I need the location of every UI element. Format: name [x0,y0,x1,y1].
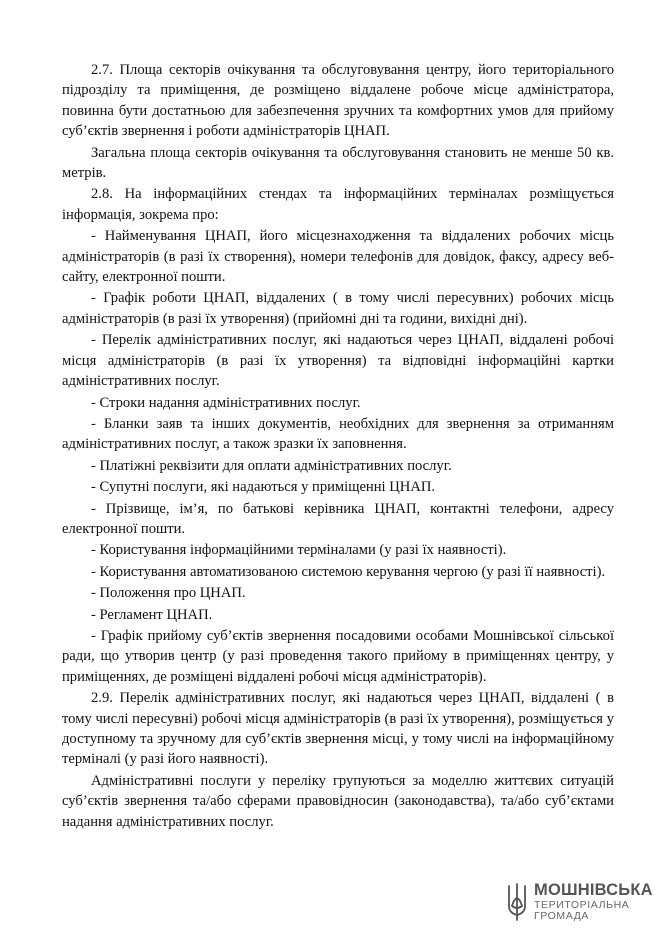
list-item-queue-system: - Користування автоматизованою системою керування чергою (у разі її наявності). [91,563,606,580]
list-item-terms: - Строки надання адміністративних послуг. [91,394,361,411]
list-item-reception: - Графік прийому суб’єктів звернення посадовими особами Мошнівської сільської ради, що утворив центр (у разі проведення такого прийому в приміщеннях центру, у приміщеннях, де розміщені віддалені робочі місця адміністраторів). [62,627,614,685]
logo-subtitle-1: ТЕРИТОРІАЛЬНА [534,898,630,911]
list-item-forms: - Бланки заяв та інших документів, необхідних для звернення за отриманням адміністративних послуг, а також зразки їх заповнення. [62,415,614,453]
paragraph-2-7: 2.7. Площа секторів очікування та обслуговування центру, його територіального підрозділу та приміщення, де розміщено віддалене робоче місце адміністратора, повинна бути достатньою для забезпечення зручних та комфортних умов для прийому суб’єктів звернення і роботи адміністраторів ЦНАП. [62,62,614,140]
document-body [62,60,614,832]
trident-icon [506,882,528,922]
list-item-name: - Найменування ЦНАП, його місцезнаходження та віддалених робочих місць адміністраторів (в разі їх створення), номери телефонів для довідок, факсу, адресу веб-сайту, електронної пошти. [62,228,614,286]
list-item-regulation: - Положення про ЦНАП. [91,585,246,602]
list-item-related-services: - Супутні послуги, які надаються у приміщенні ЦНАП. [91,479,436,496]
paragraph-grouping: Адміністративні послуги у переліку групуються за моделлю життєвих ситуацій суб’єктів звернення та/або сферами правовідносин (законодавства), та/або суб’єктами надання адміністративних послуг. [62,772,614,830]
community-logo [506,877,656,927]
list-item-head-contacts: - Прізвище, ім’я, по батькові керівника ЦНАП, контактні телефони, адресу електронної пошти. [62,500,614,537]
paragraph-2-8: 2.8. На інформаційних стендах та інформаційних терміналах розміщується інформація, зокрема про: [62,186,614,223]
list-item-terminals: - Користування інформаційними терміналами (у разі їх наявності). [91,542,507,559]
list-item-payment: - Платіжні реквізити для оплати адміністративних послуг. [91,457,452,474]
list-item-services-list: - Перелік адміністративних послуг, які надаються через ЦНАП, віддалені робочі місця адміністраторів (в разі їх утворення) та відповідні інформаційні картки адміністративних послуг. [62,332,614,390]
paragraph-2-9: 2.9. Перелік адміністративних послуг, які надаються через ЦНАП, віддалені ( в тому числі пересувні) робочі місця адміністраторів (в разі їх утворення), розміщується у доступному та зручному для суб’єктів звернення місці, у тому числі на інформаційному терміналі (у разі його наявності). [62,690,614,768]
logo-subtitle-2: ГРОМАДА [534,910,590,923]
paragraph-area: Загальна площа секторів очікування та обслуговування становить не менше 50 кв. метрів. [62,144,614,182]
logo-title: МОШНІВСЬКА [534,881,653,900]
list-item-rules: - Регламент ЦНАП. [91,606,213,623]
list-item-schedule: - Графік роботи ЦНАП, віддалених ( в тому числі пересувних) робочих місць адміністраторів (в разі їх утворення) (прийомні дні та години, вихідні дні). [62,290,614,327]
